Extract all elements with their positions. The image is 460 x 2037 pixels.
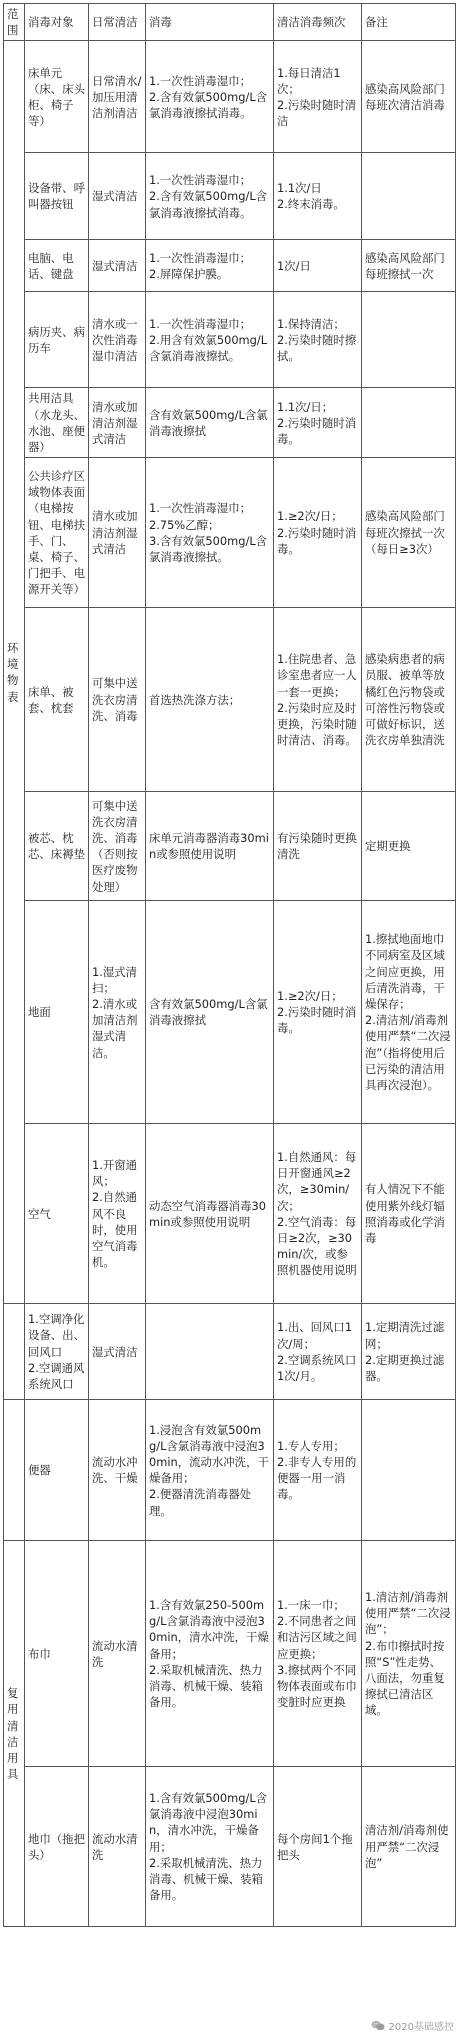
- wechat-icon: [371, 2020, 385, 2031]
- daily-clean-cell: 1.开窗通风； 2.自然通风不良时，使用空气消毒机。: [89, 1124, 146, 1304]
- daily-clean-cell: 流动水清洗: [89, 1767, 146, 1927]
- disinfect-cell: 1.一次性消毒湿巾； 2.用含有效氯500mg/L含氯消毒液擦拭。: [146, 292, 274, 388]
- daily-clean-cell: 清水或一次性消毒湿巾清洁: [89, 292, 146, 388]
- object-cell: 床单元 （床、床头柜、椅子等）: [25, 41, 89, 153]
- note-cell: 感染高风险部门每班次擦拭一次（每日≥3次）: [362, 458, 456, 608]
- disinfect-cell: 1.含有效氯250-500mg/L含氯消毒液中浸泡30min，清水冲洗，干燥备用； 2.采取机械清洗、热力消毒、机械干燥、装箱备用。: [146, 1541, 274, 1767]
- daily-clean-cell: 清水或加清洁剂湿式清洁: [89, 388, 146, 458]
- frequency-cell: 有污染随时更换清洗: [274, 792, 362, 901]
- object-cell: 共用洁具（水龙头、水池、座便器）: [25, 388, 89, 458]
- disinfect-cell: 1.一次性消毒湿巾； 2.含有效氯500mg/L含氯消毒液擦拭消毒。: [146, 153, 274, 240]
- daily-clean-cell: 可集中送洗衣房清洗、消毒（否则按医疗废物处理）: [89, 792, 146, 901]
- daily-clean-cell: 可集中送洗衣房清洗、消毒: [89, 608, 146, 792]
- header-daily-clean: 日常清洁: [89, 4, 146, 41]
- object-cell: 被芯、枕芯、床褥垫: [25, 792, 89, 901]
- daily-clean-cell: 流动水清洗: [89, 1541, 146, 1767]
- frequency-cell: 1次/日: [274, 240, 362, 292]
- frequency-cell: 1.每日清洁1次； 2.污染时随时清洁: [274, 41, 362, 153]
- object-cell: 地面: [25, 901, 89, 1124]
- header-disinfect: 消毒: [146, 4, 274, 41]
- daily-clean-cell: 日常清水/加压用清洁剂清洁: [89, 41, 146, 153]
- disinfect-cell: 含有效氯500mg/L含氯消毒液擦拭: [146, 901, 274, 1124]
- object-cell: 布巾: [25, 1541, 89, 1767]
- table-row: [4, 1304, 456, 1400]
- disinfect-cell: 含有效氯500mg/L含氯消毒液擦拭: [146, 388, 274, 458]
- table-row: [4, 1400, 456, 1541]
- frequency-cell: 1.1次/日 2.终末消毒。: [274, 153, 362, 240]
- frequency-cell: 1.保持清洁； 2.污染时随时擦拭。: [274, 292, 362, 388]
- object-cell: 电脑、电话、键盘: [25, 240, 89, 292]
- note-cell: 1.擦拭地面地巾不同病室及区域之间应更换，用后清洗消毒，干燥保存； 2.清洁剂/消毒剂使用严禁“二次浸泡”（指将使用后已污染的清洁用具再次浸泡）。: [362, 901, 456, 1124]
- note-cell: 有人情况下不能使用紫外线灯辐照消毒或化学消毒: [362, 1124, 456, 1304]
- table-row: [4, 388, 456, 458]
- table-row: [4, 1541, 456, 1767]
- daily-clean-cell: 湿式清洁: [89, 153, 146, 240]
- table-row: [4, 458, 456, 608]
- scope-cell-blank: [4, 1400, 25, 1541]
- table-row: [4, 153, 456, 240]
- object-cell: 地巾（拖把头）: [25, 1767, 89, 1927]
- scope-cell-ac: [4, 1304, 25, 1400]
- note-cell: 感染高风险部门每班次清洁消毒: [362, 41, 456, 153]
- object-cell: 病历夹、病历车: [25, 292, 89, 388]
- header-scope: 范围: [4, 4, 25, 41]
- note-cell: [362, 388, 456, 458]
- header-note: 备注: [362, 4, 456, 41]
- disinfect-cell: 动态空气消毒器消毒30min或参照使用说明: [146, 1124, 274, 1304]
- disinfect-cell: 1.一次性消毒湿巾； 2.屏障保护膜。: [146, 240, 274, 292]
- object-cell: 设备带、呼叫器按钮: [25, 153, 89, 240]
- note-cell: 感染病患者的病员服、被单等放橘红色污物袋或可溶性污物袋或可做好标识，送洗衣房单独清洗: [362, 608, 456, 792]
- frequency-cell: 1.一床一巾； 2.不同患者之间和洁污区域之间应更换； 3.擦拭两个不同物体表面或布巾变脏时应更换: [274, 1541, 362, 1767]
- table-row: [4, 792, 456, 901]
- disinfect-cell: 1.浸泡含有效氯500mg/L含氯消毒液中浸泡30min，流动水冲洗，干燥备用； 2.便器清洗消毒器处理。: [146, 1400, 274, 1541]
- scope-cell-env: 环境物表: [4, 41, 25, 1304]
- object-cell: 1.空调净化设备、出、回风口 2.空调通风系统风口: [25, 1304, 89, 1400]
- frequency-cell: 1.≥2次/日； 2.污染时随时消毒。: [274, 901, 362, 1124]
- header-frequency: 清洁消毒频次: [274, 4, 362, 41]
- header-object: 消毒对象: [25, 4, 89, 41]
- table-row: [4, 1124, 456, 1304]
- daily-clean-cell: 湿式清洁: [89, 1304, 146, 1400]
- object-cell: 床单、被套、枕套: [25, 608, 89, 792]
- frequency-cell: 1.出、回风口1次/周； 2.空调系统风口1次/月。: [274, 1304, 362, 1400]
- disinfect-cell: 首选热洗涤方法；: [146, 608, 274, 792]
- object-cell: 便器: [25, 1400, 89, 1541]
- daily-clean-cell: 湿式清洁: [89, 240, 146, 292]
- object-cell: 空气: [25, 1124, 89, 1304]
- note-cell: 1.定期清洗过滤网； 2.定期更换过滤器。: [362, 1304, 456, 1400]
- disinfect-cell: 1.含有效氯500mg/L含氯消毒液中浸泡30min，清水冲洗，干燥备用； 2.采取机械清洗、热力消毒、机械干燥、装箱备用。: [146, 1767, 274, 1927]
- frequency-cell: 1.≥2次/日； 2.污染时随时消毒。: [274, 458, 362, 608]
- watermark: [371, 2018, 454, 2033]
- daily-clean-cell: 1.湿式清扫； 2.清水或加清洁剂湿式清洁。: [89, 901, 146, 1124]
- disinfection-table: [3, 3, 456, 1927]
- scope-cell-reuse: 复用清洁用具: [4, 1541, 25, 1927]
- disinfect-cell: 1.一次性消毒湿巾； 2.75%乙醇； 3.含有效氯500mg/L含氯消毒液擦拭。: [146, 458, 274, 608]
- object-cell: 公共诊疗区域物体表面（电梯按钮、电梯扶手、门、桌、椅子、门把手、电源开关等）: [25, 458, 89, 608]
- disinfect-cell: 床单元消毒器消毒30min或参照使用说明: [146, 792, 274, 901]
- frequency-cell: 1.1次/日； 2.污染时随时消毒。: [274, 388, 362, 458]
- table-row: [4, 1767, 456, 1927]
- frequency-cell: 1.住院患者、急诊室患者应一人一套一更换； 2.污染时应及时更换，污染时随时清洁、消毒。: [274, 608, 362, 792]
- frequency-cell: 每个房间1个拖把头: [274, 1767, 362, 1927]
- watermark-text: 2020基础感控: [388, 2022, 454, 2033]
- disinfect-cell: 1.一次性消毒湿巾； 2.含有效氯500mg/L含氯消毒液擦拭消毒。: [146, 41, 274, 153]
- table-row: [4, 292, 456, 388]
- note-cell: [362, 1400, 456, 1541]
- note-cell: 定期更换: [362, 792, 456, 901]
- note-cell: 1.清洁剂/消毒剂使用严禁“二次浸泡”； 2.布巾擦拭时按照“S”性走势、八面法，勿重复擦拭已清洁区域。: [362, 1541, 456, 1767]
- table-row: [4, 41, 456, 153]
- frequency-cell: 1.自然通风：每日开窗通风≥2次，≥30min/次； 2.空气消毒：每日≥2次，≥30min/次，或参照机器使用说明: [274, 1124, 362, 1304]
- note-cell: [362, 292, 456, 388]
- note-cell: 清洁剂/消毒剂使用严禁“二次浸泡”: [362, 1767, 456, 1927]
- daily-clean-cell: 流动水冲洗、干燥: [89, 1400, 146, 1541]
- note-cell: 感染高风险部门每班擦拭一次: [362, 240, 456, 292]
- disinfect-cell: [146, 1304, 274, 1400]
- table-row: [4, 608, 456, 792]
- table-row: [4, 240, 456, 292]
- daily-clean-cell: 清水或加清洁剂湿式清洁: [89, 458, 146, 608]
- note-cell: [362, 153, 456, 240]
- header-row: [4, 4, 456, 41]
- table-row: [4, 901, 456, 1124]
- frequency-cell: 1.专人专用； 2.非专人专用的便器一用一消毒。: [274, 1400, 362, 1541]
